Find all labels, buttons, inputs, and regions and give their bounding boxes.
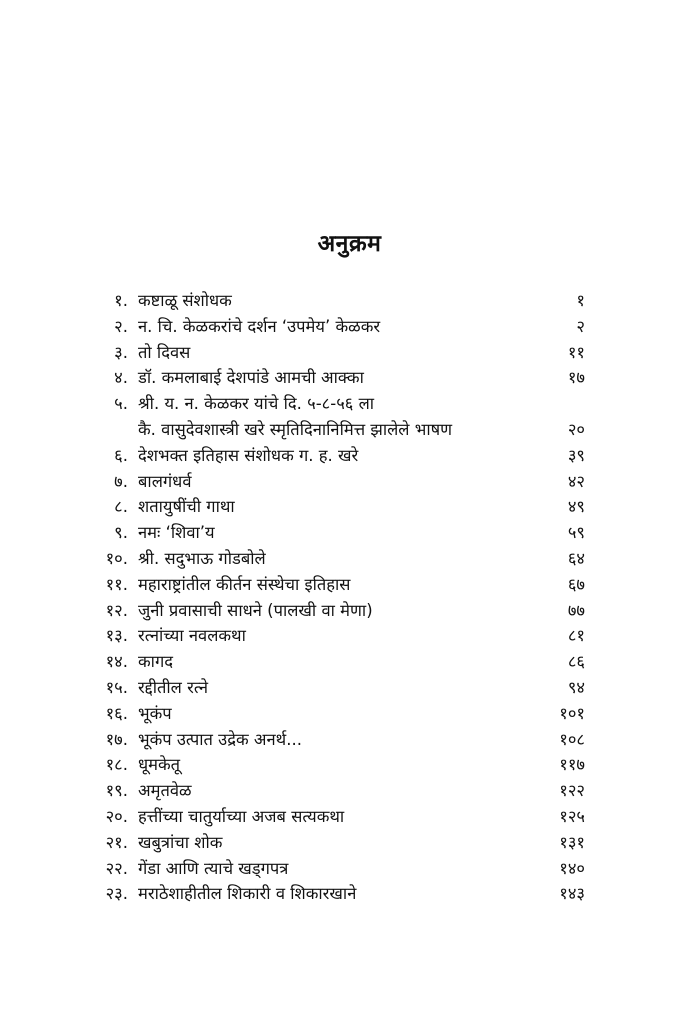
entry-title: अमृतवेळ — [138, 781, 192, 801]
entry-number: १४. — [105, 652, 128, 672]
entry-page: १२२ — [559, 781, 585, 801]
entry-title: धूमकेतू — [138, 755, 181, 775]
entry-number: ८. — [114, 497, 128, 517]
entry-number: २. — [114, 316, 128, 336]
entry-title: शतायुषींची गाथा — [138, 497, 235, 517]
entry-title: देशभक्त इतिहास संशोधक ग. ह. खरे — [138, 445, 359, 465]
entry-title: महाराष्ट्रांतील कीर्तन संस्थेचा इतिहास — [138, 574, 351, 594]
entry-number: ७. — [114, 471, 128, 491]
entry-page: २० — [567, 419, 585, 439]
entry-number: २२. — [105, 858, 128, 878]
toc-row — [0, 314, 699, 340]
entry-number: ६. — [114, 445, 128, 465]
toc-row — [0, 778, 699, 804]
entry-page: १७ — [567, 368, 585, 388]
entry-page: ४२ — [567, 471, 585, 491]
entry-page: ६७ — [567, 574, 585, 594]
entry-page: २ — [576, 316, 585, 336]
entry-title: नमः ‘शिवा’य — [138, 523, 215, 543]
entry-number: १८. — [105, 755, 128, 775]
toc-row — [0, 752, 699, 778]
toc-row — [0, 623, 699, 649]
entry-page: १ — [576, 291, 585, 310]
toc-row — [0, 804, 699, 830]
entry-page: ६४ — [567, 548, 585, 568]
table-of-contents — [0, 288, 699, 907]
entry-number: १६. — [105, 703, 128, 723]
toc-row — [0, 546, 699, 572]
entry-number: १७. — [105, 729, 128, 749]
toc-row — [0, 856, 699, 882]
entry-title: गेंडा आणि त्याचे खड्गपत्र — [138, 858, 289, 878]
entry-title: तो दिवस — [138, 342, 191, 362]
entry-title: हत्तींच्या चातुर्याच्या अजब सत्यकथा — [138, 806, 345, 826]
entry-title: जुनी प्रवासाची साधने (पालखी वा मेणा) — [138, 600, 373, 620]
toc-row — [0, 727, 699, 753]
entry-page: १४३ — [559, 884, 585, 904]
toc-row — [0, 494, 699, 520]
entry-number: २०. — [105, 806, 128, 826]
entry-page: ५९ — [567, 523, 585, 543]
entry-title: भूकंप — [138, 703, 172, 723]
entry-number: १९. — [105, 781, 128, 801]
entry-title: खबुत्रांचा शोक — [138, 832, 223, 852]
entry-number: १३. — [105, 626, 128, 646]
entry-number: ९. — [114, 523, 128, 543]
entry-page: ८६ — [567, 652, 585, 672]
entry-number: २३. — [105, 884, 128, 904]
toc-row — [0, 340, 699, 366]
entry-number: ३. — [114, 342, 128, 362]
entry-number: १. — [114, 291, 128, 310]
entry-title: श्री. य. न. केळकर यांचे दि. ५-८-५६ ला — [138, 394, 375, 414]
toc-row — [0, 881, 699, 907]
entry-number: ४. — [114, 368, 128, 388]
toc-row — [0, 830, 699, 856]
entry-title: बालगंधर्व — [138, 471, 192, 491]
entry-page: ७७ — [567, 600, 585, 620]
entry-title: रत्नांच्या नवलकथा — [138, 626, 246, 646]
entry-title: रद्दीतील रत्ने — [138, 677, 209, 697]
page-title: अनुक्रम — [317, 231, 382, 257]
entry-number: १०. — [105, 548, 128, 568]
entry-title: श्री. सदुभाऊ गोडबोले — [138, 548, 266, 568]
entry-title: डॉ. कमलाबाई देशपांडे आमची आक्का — [138, 368, 364, 388]
entry-page: ९४ — [567, 677, 585, 697]
toc-row — [0, 520, 699, 546]
entry-page: ३९ — [567, 445, 585, 465]
entry-title: न. चि. केळकरांचे दर्शन ‘उपमेय’ केळकर — [138, 316, 381, 336]
toc-row — [0, 649, 699, 675]
toc-row — [0, 391, 699, 417]
entry-title: कागद — [138, 652, 173, 672]
toc-row — [0, 598, 699, 624]
entry-page: १०८ — [559, 729, 585, 749]
entry-page: ११ — [567, 342, 585, 362]
entry-page: १२५ — [559, 806, 585, 826]
toc-row — [0, 675, 699, 701]
entry-number: ५. — [114, 394, 128, 414]
entry-page: ४९ — [567, 497, 585, 517]
entry-title: भूकंप उत्पात उद्रेक अनर्थ... — [138, 729, 302, 749]
entry-page: ८१ — [567, 626, 585, 646]
toc-row — [0, 288, 699, 314]
toc-row — [0, 365, 699, 391]
toc-row-continuation — [0, 417, 699, 443]
entry-number: १५. — [105, 677, 128, 697]
toc-row — [0, 572, 699, 598]
entry-page: १०१ — [559, 703, 585, 723]
entry-title: कै. वासुदेवशास्त्री खरे स्मृतिदिनानिमित्त झालेले भाषण — [138, 419, 453, 439]
entry-number: १२. — [105, 600, 128, 620]
entry-page: १४० — [559, 858, 585, 878]
entry-number: २१. — [105, 832, 128, 852]
entry-page: ११७ — [559, 755, 585, 775]
entry-title: मराठेशाहीतील शिकारी व शिकारखाने — [138, 884, 357, 904]
toc-row — [0, 701, 699, 727]
entry-title: कष्टाळू संशोधक — [138, 291, 232, 310]
toc-row — [0, 469, 699, 495]
entry-page: १३१ — [559, 832, 585, 852]
entry-number: ११. — [105, 574, 128, 594]
toc-row — [0, 443, 699, 469]
